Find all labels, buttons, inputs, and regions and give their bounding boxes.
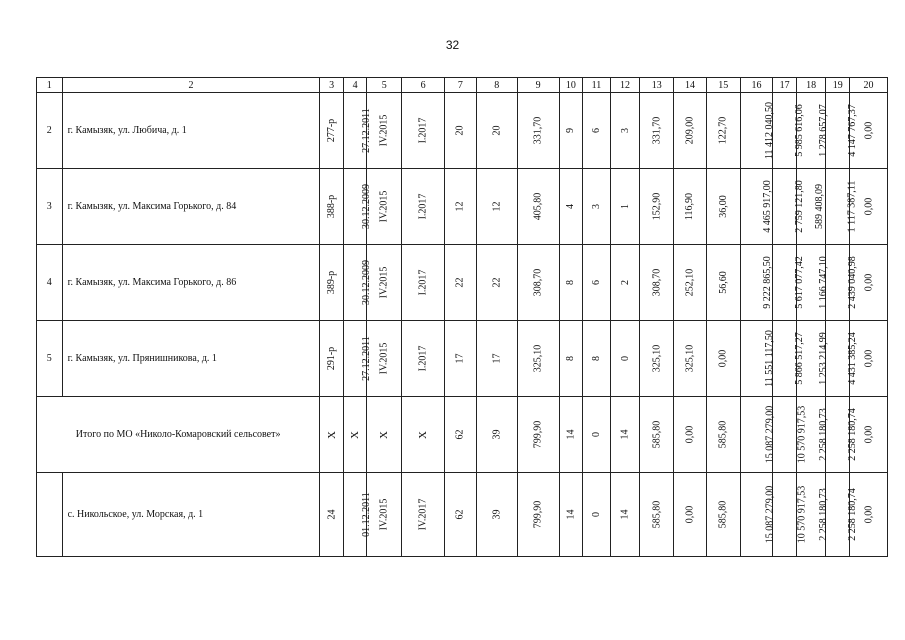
cell-c8 bbox=[476, 397, 517, 473]
cell-value: 308,70 bbox=[532, 268, 544, 297]
cell-value: 14 bbox=[565, 509, 577, 520]
cell-c10 bbox=[559, 245, 583, 321]
cell-c7 bbox=[445, 397, 477, 473]
table-row bbox=[37, 245, 888, 321]
cell-c13 bbox=[640, 473, 674, 557]
cell-value: 0 bbox=[590, 512, 602, 517]
cell-value: 22 bbox=[454, 277, 466, 288]
cell-value: 11 412 040,50 bbox=[763, 101, 775, 160]
cell-c4 bbox=[343, 321, 372, 397]
cell-value: 0 bbox=[590, 432, 602, 437]
cell-value: 585,80 bbox=[651, 420, 663, 449]
cell-c8 bbox=[476, 169, 517, 245]
cell-value: 14 bbox=[565, 429, 577, 440]
table-row bbox=[37, 169, 888, 245]
cell-value: 2 439 040,98 bbox=[847, 256, 859, 309]
cell-c15 bbox=[706, 397, 740, 473]
cell-value: 24 bbox=[326, 509, 338, 520]
cell-value: 2 258 180,74 bbox=[847, 488, 859, 541]
cell-c3 bbox=[320, 397, 344, 473]
column-header-20: 20 bbox=[850, 78, 888, 93]
column-header-10: 10 bbox=[559, 78, 583, 93]
cell-c12 bbox=[610, 473, 640, 557]
cell-value: X bbox=[417, 430, 430, 439]
cell-value: I.2017 bbox=[417, 193, 429, 220]
cell-value: 56,60 bbox=[717, 271, 729, 294]
cell-value: 20 bbox=[454, 125, 466, 136]
cell-value: 0,00 bbox=[684, 505, 696, 524]
cell-c14 bbox=[674, 397, 707, 473]
cell-value: 2 258 180,73 bbox=[817, 488, 829, 541]
cell-value: 10 570 917,53 bbox=[796, 485, 808, 544]
cell-value: 2 258 180,73 bbox=[817, 408, 829, 461]
cell-c17 bbox=[773, 397, 808, 473]
column-header-13: 13 bbox=[640, 78, 674, 93]
cell-c17 bbox=[773, 473, 808, 557]
cell-value: 0,00 bbox=[863, 505, 874, 524]
address-cell: г. Камызяк, ул. Любича, д. 1 bbox=[62, 93, 320, 169]
cell-value: 585,80 bbox=[651, 500, 663, 529]
cell-c13 bbox=[640, 169, 674, 245]
cell-c16 bbox=[740, 93, 773, 169]
cell-c4 bbox=[343, 473, 372, 557]
cell-value: 331,70 bbox=[532, 116, 544, 145]
cell-value: 30.12.2009 bbox=[360, 184, 372, 229]
cell-c6 bbox=[402, 245, 445, 321]
cell-c16 bbox=[740, 473, 773, 557]
cell-value: 8 bbox=[590, 356, 602, 361]
cell-value: 62 bbox=[454, 429, 466, 440]
cell-c6 bbox=[402, 397, 445, 473]
cell-c15 bbox=[706, 473, 740, 557]
cell-value: IV.2015 bbox=[378, 342, 390, 375]
cell-value: 15 087 279,00 bbox=[763, 405, 775, 464]
cell-c5 bbox=[367, 321, 402, 397]
cell-c3 bbox=[320, 169, 344, 245]
cell-value: 17 bbox=[491, 353, 503, 364]
cell-value: 585,80 bbox=[717, 500, 729, 529]
cell-value: 1 117 387,11 bbox=[846, 180, 858, 233]
page-number: 32 bbox=[445, 38, 460, 52]
cell-c6 bbox=[402, 473, 445, 557]
cell-c19 bbox=[826, 321, 859, 397]
cell-c7 bbox=[445, 321, 477, 397]
cell-value: 17 bbox=[454, 353, 466, 364]
cell-c11 bbox=[583, 169, 611, 245]
cell-c13 bbox=[640, 397, 674, 473]
cell-c5 bbox=[367, 169, 402, 245]
cell-c19 bbox=[826, 397, 859, 473]
column-header-3: 3 bbox=[320, 78, 344, 93]
cell-value: 799,90 bbox=[532, 500, 544, 529]
cell-c12 bbox=[610, 245, 640, 321]
cell-value: X bbox=[378, 430, 391, 439]
column-header-6: 6 bbox=[402, 78, 445, 93]
column-header-11: 11 bbox=[583, 78, 611, 93]
cell-c14 bbox=[674, 245, 707, 321]
cell-c16 bbox=[740, 321, 773, 397]
cell-c7 bbox=[445, 93, 477, 169]
cell-c12 bbox=[610, 93, 640, 169]
column-header-1: 1 bbox=[37, 78, 63, 93]
cell-value: 9 222 865,50 bbox=[761, 256, 773, 309]
cell-c10 bbox=[559, 473, 583, 557]
cell-value: 5 985 616,06 bbox=[794, 104, 806, 157]
cell-value: 39 bbox=[491, 429, 503, 440]
cell-c6 bbox=[402, 321, 445, 397]
cell-value: 325,10 bbox=[684, 344, 696, 373]
column-header-16: 16 bbox=[740, 78, 773, 93]
cell-value: I.2017 bbox=[417, 345, 429, 372]
cell-c13 bbox=[640, 321, 674, 397]
cell-value: 1 166 747,10 bbox=[817, 256, 829, 309]
cell-c10 bbox=[559, 397, 583, 473]
table-row bbox=[37, 321, 888, 397]
cell-c12 bbox=[610, 321, 640, 397]
cell-c5 bbox=[367, 473, 402, 557]
row-number: 4 bbox=[37, 245, 63, 321]
cell-c4 bbox=[343, 93, 372, 169]
column-header-19: 19 bbox=[826, 78, 850, 93]
housing-program-table bbox=[36, 77, 888, 557]
cell-value: 389-р bbox=[326, 270, 338, 295]
cell-value: 20 bbox=[491, 125, 503, 136]
cell-value: 01.12.2011 bbox=[360, 492, 372, 537]
column-header-2: 2 bbox=[62, 78, 320, 93]
cell-value: 36,00 bbox=[717, 195, 729, 218]
cell-c14 bbox=[674, 473, 707, 557]
column-header-9: 9 bbox=[517, 78, 559, 93]
cell-c12 bbox=[610, 397, 640, 473]
column-header-7: 7 bbox=[445, 78, 477, 93]
cell-value: 6 bbox=[590, 128, 602, 133]
cell-value: 325,10 bbox=[532, 344, 544, 373]
cell-c10 bbox=[559, 169, 583, 245]
cell-value: 14 bbox=[619, 429, 631, 440]
column-header-15: 15 bbox=[706, 78, 740, 93]
cell-value: 8 bbox=[565, 280, 577, 285]
cell-value: IV.2015 bbox=[378, 190, 390, 223]
cell-c3 bbox=[320, 473, 344, 557]
cell-c19 bbox=[826, 93, 859, 169]
cell-c9 bbox=[517, 93, 559, 169]
cell-c15 bbox=[706, 321, 740, 397]
column-header-17: 17 bbox=[773, 78, 797, 93]
cell-c19 bbox=[826, 169, 858, 245]
cell-c13 bbox=[640, 93, 674, 169]
cell-value: 0,00 bbox=[717, 349, 729, 368]
cell-value: IV.2015 bbox=[378, 498, 390, 531]
cell-value: 39 bbox=[491, 509, 503, 520]
cell-value: 62 bbox=[454, 509, 466, 520]
row-number: 5 bbox=[37, 321, 63, 397]
address-cell: г. Камызяк, ул. Прянишникова, д. 1 bbox=[62, 321, 320, 397]
address-cell: с. Никольское, ул. Морская, д. 1 bbox=[62, 473, 320, 557]
cell-value: 116,90 bbox=[684, 192, 696, 221]
cell-value: 799,90 bbox=[532, 420, 544, 449]
cell-c16 bbox=[740, 245, 773, 321]
cell-value: IV.2015 bbox=[378, 114, 390, 147]
cell-c5 bbox=[367, 245, 402, 321]
cell-value: 14 bbox=[619, 509, 631, 520]
address-cell: г. Камызяк, ул. Максима Горького, д. 86 bbox=[62, 245, 320, 321]
cell-c17 bbox=[773, 169, 806, 245]
cell-value: 12 bbox=[454, 201, 466, 212]
row-number: 2 bbox=[37, 93, 63, 169]
cell-value: 2 bbox=[619, 280, 631, 285]
cell-c9 bbox=[517, 473, 559, 557]
cell-value: 405,80 bbox=[532, 192, 544, 221]
cell-c3 bbox=[320, 93, 344, 169]
cell-value: 6 bbox=[590, 280, 602, 285]
cell-value: 5 617 077,42 bbox=[794, 256, 806, 309]
cell-c14 bbox=[674, 169, 707, 245]
cell-value: 30.12.2009 bbox=[360, 260, 372, 305]
address-cell: г. Камызяк, ул. Максима Горького, д. 84 bbox=[62, 169, 320, 245]
cell-value: 0,00 bbox=[863, 425, 874, 444]
cell-value: 589 408,09 bbox=[813, 184, 825, 229]
cell-value: 325,10 bbox=[651, 344, 663, 373]
table-row bbox=[37, 93, 888, 169]
cell-value: 27.12.2011 bbox=[360, 108, 372, 153]
cell-c6 bbox=[402, 169, 445, 245]
cell-value: I.2017 bbox=[417, 117, 429, 144]
cell-value: 2 258 180,74 bbox=[847, 408, 859, 461]
cell-c16 bbox=[740, 169, 773, 245]
cell-c13 bbox=[640, 245, 674, 321]
cell-value: 331,70 bbox=[651, 116, 663, 145]
cell-value: 0,00 bbox=[863, 349, 874, 368]
cell-c12 bbox=[610, 169, 640, 245]
cell-c15 bbox=[706, 169, 740, 245]
cell-c17 bbox=[773, 93, 806, 169]
cell-value: 12 bbox=[491, 201, 503, 212]
cell-c19 bbox=[826, 245, 859, 321]
cell-value: 27.12.2011 bbox=[360, 336, 372, 381]
cell-value: 1 bbox=[619, 204, 631, 209]
total-label: Итого по МО «Николо-Комаровский сельсовет» bbox=[37, 397, 320, 473]
cell-value: 209,00 bbox=[684, 116, 696, 145]
column-header-8: 8 bbox=[476, 78, 517, 93]
cell-value: 252,10 bbox=[684, 268, 696, 297]
cell-c14 bbox=[674, 93, 707, 169]
row-number: 3 bbox=[37, 169, 63, 245]
cell-c19 bbox=[826, 473, 859, 557]
cell-c9 bbox=[517, 169, 559, 245]
cell-c7 bbox=[445, 245, 477, 321]
cell-value: X bbox=[349, 430, 362, 439]
cell-value: 5 866 517,27 bbox=[794, 332, 806, 385]
cell-c8 bbox=[476, 93, 517, 169]
cell-value: X bbox=[325, 430, 338, 439]
cell-c11 bbox=[583, 93, 611, 169]
cell-c6 bbox=[402, 93, 445, 169]
column-header-5: 5 bbox=[367, 78, 402, 93]
cell-value: 4 bbox=[565, 204, 577, 209]
cell-value: 585,80 bbox=[717, 420, 729, 449]
cell-c8 bbox=[476, 473, 517, 557]
cell-value: 0,00 bbox=[863, 121, 874, 140]
column-number-row bbox=[37, 78, 888, 93]
cell-c10 bbox=[559, 321, 583, 397]
cell-value: 308,70 bbox=[651, 268, 663, 297]
cell-value: 4 147 767,37 bbox=[847, 104, 859, 157]
cell-c7 bbox=[445, 473, 477, 557]
cell-c8 bbox=[476, 245, 517, 321]
total-row bbox=[37, 397, 888, 473]
cell-value: IV.2015 bbox=[378, 266, 390, 299]
cell-value: 152,90 bbox=[651, 192, 663, 221]
cell-c14 bbox=[674, 321, 707, 397]
cell-value: 1 278 657,07 bbox=[817, 104, 829, 157]
cell-value: 0,00 bbox=[863, 197, 874, 216]
cell-c9 bbox=[517, 245, 559, 321]
cell-c15 bbox=[706, 245, 740, 321]
cell-value: 1 253 214,99 bbox=[817, 332, 829, 385]
cell-c3 bbox=[320, 321, 344, 397]
cell-c11 bbox=[583, 473, 611, 557]
cell-c9 bbox=[517, 321, 559, 397]
cell-c11 bbox=[583, 397, 611, 473]
cell-value: 2 759 121,80 bbox=[794, 180, 806, 233]
cell-value: IV.2017 bbox=[417, 498, 429, 531]
cell-value: 8 bbox=[565, 356, 577, 361]
column-header-14: 14 bbox=[674, 78, 707, 93]
cell-c11 bbox=[583, 321, 611, 397]
cell-value: 10 570 917,53 bbox=[796, 405, 808, 464]
cell-c3 bbox=[320, 245, 344, 321]
cell-value: 9 bbox=[565, 128, 577, 133]
cell-value: 4 465 917,00 bbox=[761, 180, 773, 233]
cell-value: 0,00 bbox=[863, 273, 874, 292]
cell-c10 bbox=[559, 93, 583, 169]
cell-c16 bbox=[740, 397, 773, 473]
cell-c7 bbox=[445, 169, 477, 245]
cell-c15 bbox=[706, 93, 740, 169]
cell-c9 bbox=[517, 397, 559, 473]
cell-value: 388-р bbox=[326, 194, 338, 219]
cell-c4 bbox=[343, 245, 372, 321]
table-row bbox=[37, 473, 888, 557]
cell-c11 bbox=[583, 245, 611, 321]
cell-c4 bbox=[343, 397, 367, 473]
cell-value: 3 bbox=[619, 128, 631, 133]
cell-c17 bbox=[773, 245, 806, 321]
cell-value: 4 431 385,24 bbox=[847, 332, 859, 385]
column-header-4: 4 bbox=[343, 78, 367, 93]
cell-value: 3 bbox=[590, 204, 602, 209]
cell-value: 291-р bbox=[326, 346, 338, 371]
cell-value: 22 bbox=[491, 277, 503, 288]
cell-c5 bbox=[367, 397, 402, 473]
cell-c8 bbox=[476, 321, 517, 397]
cell-value: 0,00 bbox=[684, 425, 696, 444]
cell-value: 0 bbox=[619, 356, 631, 361]
cell-value: I.2017 bbox=[417, 269, 429, 296]
cell-c4 bbox=[343, 169, 372, 245]
cell-value: 277-р bbox=[326, 118, 338, 143]
cell-value: 15 087 279,00 bbox=[763, 485, 775, 544]
column-header-18: 18 bbox=[796, 78, 826, 93]
cell-value: 122,70 bbox=[717, 116, 729, 145]
column-header-12: 12 bbox=[610, 78, 640, 93]
cell-value: 11 551 117,50 bbox=[763, 330, 775, 387]
cell-c5 bbox=[367, 93, 402, 169]
row-number bbox=[37, 473, 63, 557]
cell-c17 bbox=[773, 321, 806, 397]
